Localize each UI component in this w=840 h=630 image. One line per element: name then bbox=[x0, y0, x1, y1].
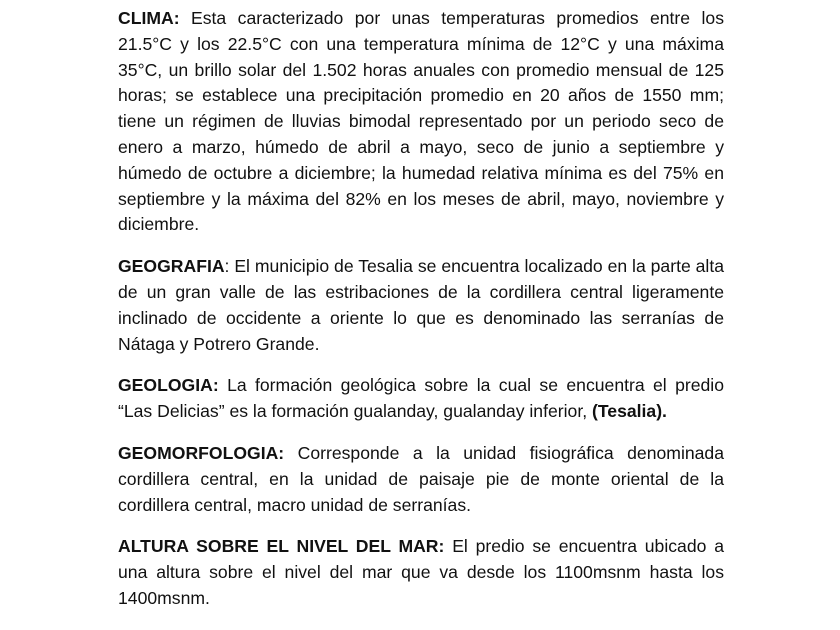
heading-clima: CLIMA: bbox=[118, 8, 180, 28]
paragraph-geografia bbox=[118, 254, 724, 357]
heading-geografia: GEOGRAFIA bbox=[118, 256, 225, 277]
heading-geologia: GEOLOGIA: bbox=[118, 375, 219, 396]
heading-geomorfologia: GEOMORFOLOGIA: bbox=[118, 442, 285, 463]
text-geologia: La formación geológica sobre la cual se encuentra el predio “Las Delicias” es la formación gualanday, gualanday inferior, bbox=[118, 375, 724, 422]
text-geomorfologia: Corresponde a la unidad fisiográfica denominada cordillera central, en la unidad de paisaje pie de monte oriental de la cordillera central, macro unidad de serranías. bbox=[118, 442, 724, 515]
paragraph-geologia bbox=[118, 373, 724, 425]
paragraph-clima bbox=[118, 6, 724, 238]
text-clima: Esta caracterizado por unas temperaturas promedios entre los 21.5°C y los 22.5°C con una temperatura mínima de 12°C y una máxima 35°C, un brillo solar del 1.502 horas anuales con promedio mensual de 125 horas; se establece una precipitación promedio en 20 años de 1550 mm; tiene un régimen de lluvias bimodal representado por un periodo seco de enero a marzo, húmedo de abril a mayo, seco de junio a septiembre y húmedo de octubre a diciembre; la humedad relativa mínima es del 75% en septiembre y la máxima del 82% en los meses de abril, mayo, noviembre y diciembre. bbox=[118, 8, 724, 235]
text-geologia-bold: (Tesalia). bbox=[591, 401, 667, 422]
paragraph-altura bbox=[118, 534, 724, 611]
paragraph-geomorfologia bbox=[118, 441, 724, 518]
heading-altura: ALTURA SOBRE EL NIVEL DEL MAR: bbox=[118, 536, 445, 557]
text-altura: El predio se encuentra ubicado a una altura sobre el nivel del mar que va desde los 1100msnm hasta los 1400msnm. bbox=[118, 536, 724, 608]
document-page bbox=[118, 6, 724, 628]
text-geografia: : El municipio de Tesalia se encuentra localizado en la parte alta de un gran valle de las estribaciones de la cordillera central ligeramente inclinado de occidente a oriente lo que es denominado las serranías de Nátaga y Potrero Grande. bbox=[118, 256, 724, 354]
